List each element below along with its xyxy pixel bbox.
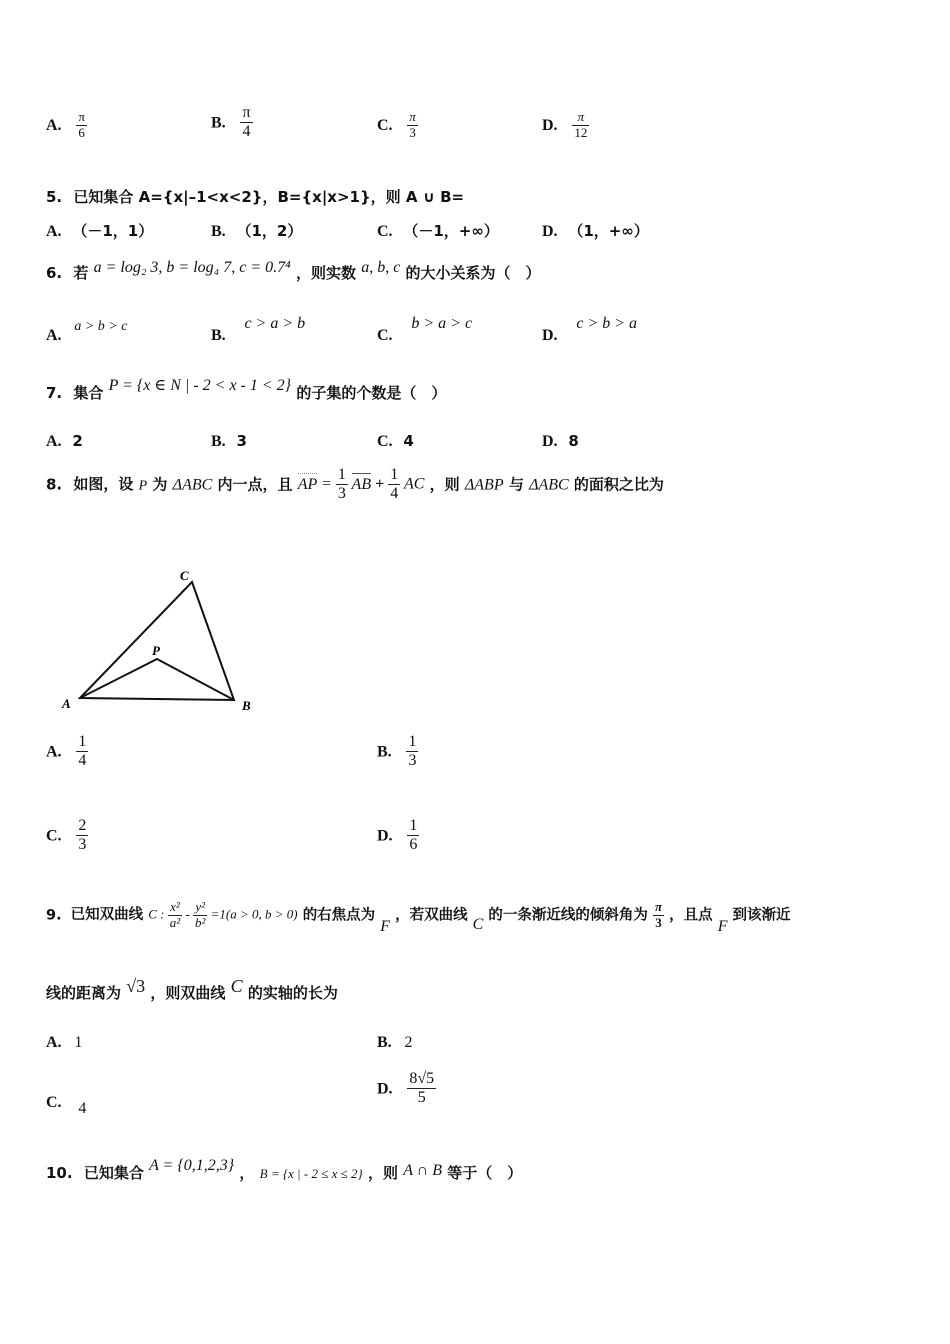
q6-option-a: [46, 316, 128, 344]
fraction: [240, 104, 252, 142]
q6-option-d: [542, 314, 638, 344]
q9-option-c: [46, 1093, 87, 1117]
vector-ab: AB: [352, 473, 372, 493]
vector-ap: AP: [298, 473, 317, 493]
option-label: D.: [377, 827, 393, 845]
set-expression: P = {x ∈ N | - 2 < x - 1 < 2}: [108, 377, 292, 394]
q9-option-b: [377, 1033, 412, 1052]
point-p-label: P: [152, 643, 160, 658]
option-text: 4: [78, 1100, 87, 1117]
q5-option-c: [377, 220, 499, 241]
denominator: 3: [337, 485, 346, 503]
denominator: 6: [78, 124, 85, 140]
numerator: π: [654, 899, 663, 914]
q8-option-b: [377, 733, 418, 771]
question-number: 7.: [46, 384, 63, 402]
condition: =1(a > 0, b > 0): [210, 906, 298, 922]
fraction: [76, 110, 87, 141]
denominator: 3: [655, 914, 662, 930]
q4-option-d: [542, 110, 589, 141]
denominator: 3: [409, 124, 416, 140]
q7-option-a: [46, 432, 83, 451]
fraction: [406, 733, 418, 771]
q7-option-c: [377, 432, 414, 451]
curve-label: C: [472, 916, 484, 934]
fraction: [572, 110, 589, 141]
option-label: C.: [377, 433, 393, 450]
option-label: A.: [46, 1034, 62, 1051]
option-label: C.: [377, 223, 393, 240]
denominator: 4: [242, 123, 251, 141]
question-text: ，若双曲线: [395, 907, 468, 924]
q10-stem: [46, 1157, 523, 1183]
option-text: （1，+∞）: [568, 222, 649, 240]
denominator: 3: [408, 752, 417, 770]
option-label: A.: [46, 223, 62, 240]
question-text: 的大小关系为（ ）: [405, 264, 541, 282]
q9-option-d: [377, 1070, 436, 1108]
question-text: 已知双曲线: [70, 907, 144, 924]
numerator: π: [240, 104, 252, 123]
denominator: a²: [169, 914, 181, 930]
q8-option-a: [46, 733, 88, 771]
vertex-c-label: C: [180, 568, 189, 583]
question-text: 等于（ ）: [447, 1164, 523, 1182]
option-text: 3: [236, 432, 247, 450]
option-text: 8: [568, 432, 579, 450]
option-text: （1，2）: [236, 222, 303, 240]
focus-label: F: [717, 918, 728, 936]
q6-option-c: [377, 314, 473, 344]
intersection-expression: A ∩ B: [403, 1162, 442, 1179]
option-math: c > b > a: [576, 315, 638, 332]
question-text: 为: [152, 475, 168, 494]
triangle-label: ΔABC: [172, 476, 213, 494]
q4-option-b: [211, 104, 253, 142]
option-text: 2: [72, 432, 83, 450]
question-text: 的子集的个数是（ ）: [296, 384, 447, 402]
question-text: ，则实数: [295, 264, 356, 282]
option-label: D.: [542, 433, 558, 450]
question-text: 已知集合 A={x|–1<x<2}，B={x|x>1}，则 A ∪ B=: [73, 188, 465, 206]
option-label: C.: [377, 116, 393, 134]
q8-option-c: [46, 817, 88, 855]
question-text: 若: [73, 264, 89, 282]
coefficient: [336, 466, 348, 504]
segments-ap-bp: [80, 659, 234, 700]
option-math: c > a > b: [244, 315, 306, 332]
option-label: C.: [46, 1094, 62, 1111]
numerator: 1: [336, 466, 348, 485]
option-label: A.: [46, 327, 62, 344]
option-label: B.: [211, 114, 226, 132]
point-label: P: [138, 478, 148, 494]
fraction: [76, 817, 88, 855]
numerator: 1: [388, 466, 400, 485]
option-text: （－1，1）: [72, 222, 154, 240]
plus-sign: +: [375, 475, 385, 493]
q9-stem-line1: [46, 899, 791, 936]
option-label: D.: [377, 1080, 393, 1098]
denominator: b²: [194, 914, 206, 930]
fraction: [407, 817, 419, 855]
numerator: 1: [407, 817, 419, 836]
q8-stem: [46, 466, 664, 504]
option-label: A.: [46, 433, 62, 450]
question-text: ，: [239, 1164, 255, 1182]
question-text: 如图，设: [73, 475, 134, 494]
angle-fraction: [653, 900, 664, 931]
triangle-label: ΔABP: [464, 476, 504, 494]
option-math: b > a > c: [411, 315, 473, 332]
denominator: 3: [78, 836, 87, 854]
option-label: C.: [46, 827, 62, 845]
question-text: 的面积之比为: [573, 475, 664, 494]
numerator: π: [409, 109, 416, 124]
question-text: ，则双曲线: [150, 984, 226, 1002]
fraction: [193, 900, 207, 931]
q7-stem: [46, 377, 447, 403]
fraction: [76, 733, 88, 771]
fraction: [407, 110, 418, 141]
q5-stem: [46, 186, 464, 207]
hyperbola-equation: [148, 900, 297, 931]
triangle-label: ΔABC: [529, 476, 569, 494]
vertex-b-label: B: [242, 698, 251, 713]
option-text: 1: [74, 1034, 83, 1051]
question-text: 集合: [73, 384, 104, 402]
question-number: 5.: [46, 188, 63, 206]
triangle-figure: [56, 562, 266, 722]
numerator: 1: [76, 733, 88, 752]
question-text: 线的距离为: [46, 984, 122, 1002]
vertex-a-label: A: [62, 696, 71, 711]
option-label: B.: [211, 327, 226, 344]
denominator: 4: [390, 485, 399, 503]
denominator: 5: [417, 1089, 426, 1107]
distance-value: √3: [126, 976, 146, 996]
q7-option-d: [542, 432, 579, 451]
vector-ac: AC: [403, 475, 425, 493]
question-text: ，且点: [669, 907, 713, 924]
question-text: 与: [508, 475, 524, 494]
option-label: D.: [542, 223, 558, 240]
option-label: B.: [377, 743, 392, 761]
numerator: 1: [406, 733, 418, 752]
curve-label: C :: [148, 906, 165, 922]
set-b-expression: B = {x | - 2 ≤ x ≤ 2}: [259, 1166, 363, 1181]
numerator: x²: [168, 900, 182, 916]
coefficient: [388, 466, 400, 504]
curve-label: C: [230, 976, 243, 996]
question-number: 8.: [46, 475, 63, 494]
denominator: 6: [409, 836, 418, 854]
question-text: 的实轴的长为: [247, 984, 338, 1002]
fraction: [407, 1070, 436, 1108]
math-variables: a, b, c: [361, 259, 401, 276]
numerator: π: [78, 109, 85, 124]
option-text: 4: [403, 432, 414, 450]
question-number: 10.: [46, 1164, 73, 1182]
option-text: （－1，+∞）: [403, 222, 499, 240]
denominator: 4: [78, 752, 87, 770]
question-text: 已知集合: [83, 1164, 144, 1182]
vector-equation: [298, 466, 425, 504]
numerator: 8√5: [407, 1070, 436, 1089]
q5-option-d: [542, 220, 649, 241]
question-text: ，则: [429, 475, 460, 494]
q8-option-d: [377, 817, 419, 855]
question-text: 内一点，且: [217, 475, 293, 494]
numerator: y²: [193, 900, 207, 916]
q4-option-c: [377, 110, 418, 141]
question-text: 的右焦点为: [302, 907, 376, 924]
option-label: D.: [542, 116, 558, 134]
q9-option-a: [46, 1033, 82, 1052]
minus-sign: -: [185, 906, 190, 922]
option-label: C.: [377, 327, 393, 344]
q7-option-b: [211, 432, 247, 451]
equals-sign: =: [321, 475, 332, 493]
question-text: 到该渐近: [732, 907, 791, 924]
q6-stem: [46, 259, 541, 283]
question-number: 9.: [46, 907, 62, 924]
numerator: 2: [76, 817, 88, 836]
question-text: ，则: [367, 1164, 398, 1182]
q5-option-a: [46, 220, 153, 241]
focus-label: F: [380, 918, 391, 936]
math-expression: a = log₂ 3, b = log₄ 7, c = 0.7⁴: [93, 259, 291, 276]
question-text: 的一条渐近线的倾斜角为: [488, 907, 648, 924]
option-label: B.: [211, 223, 226, 240]
option-label: A.: [46, 116, 62, 134]
q6-option-b: [211, 314, 306, 344]
set-a-expression: A = {0,1,2,3}: [149, 1157, 235, 1174]
option-text: 2: [404, 1034, 413, 1051]
question-number: 6.: [46, 264, 63, 282]
option-label: A.: [46, 743, 62, 761]
option-label: B.: [377, 1034, 392, 1051]
option-math: a > b > c: [74, 319, 128, 334]
denominator: 12: [574, 124, 588, 140]
q4-option-a: [46, 110, 87, 141]
q5-option-b: [211, 220, 302, 241]
numerator: π: [572, 110, 589, 126]
option-label: B.: [211, 433, 226, 450]
fraction: [168, 900, 182, 931]
q9-stem-line2: [46, 976, 338, 1003]
option-label: D.: [542, 327, 558, 344]
triangle-abc: [80, 582, 234, 700]
